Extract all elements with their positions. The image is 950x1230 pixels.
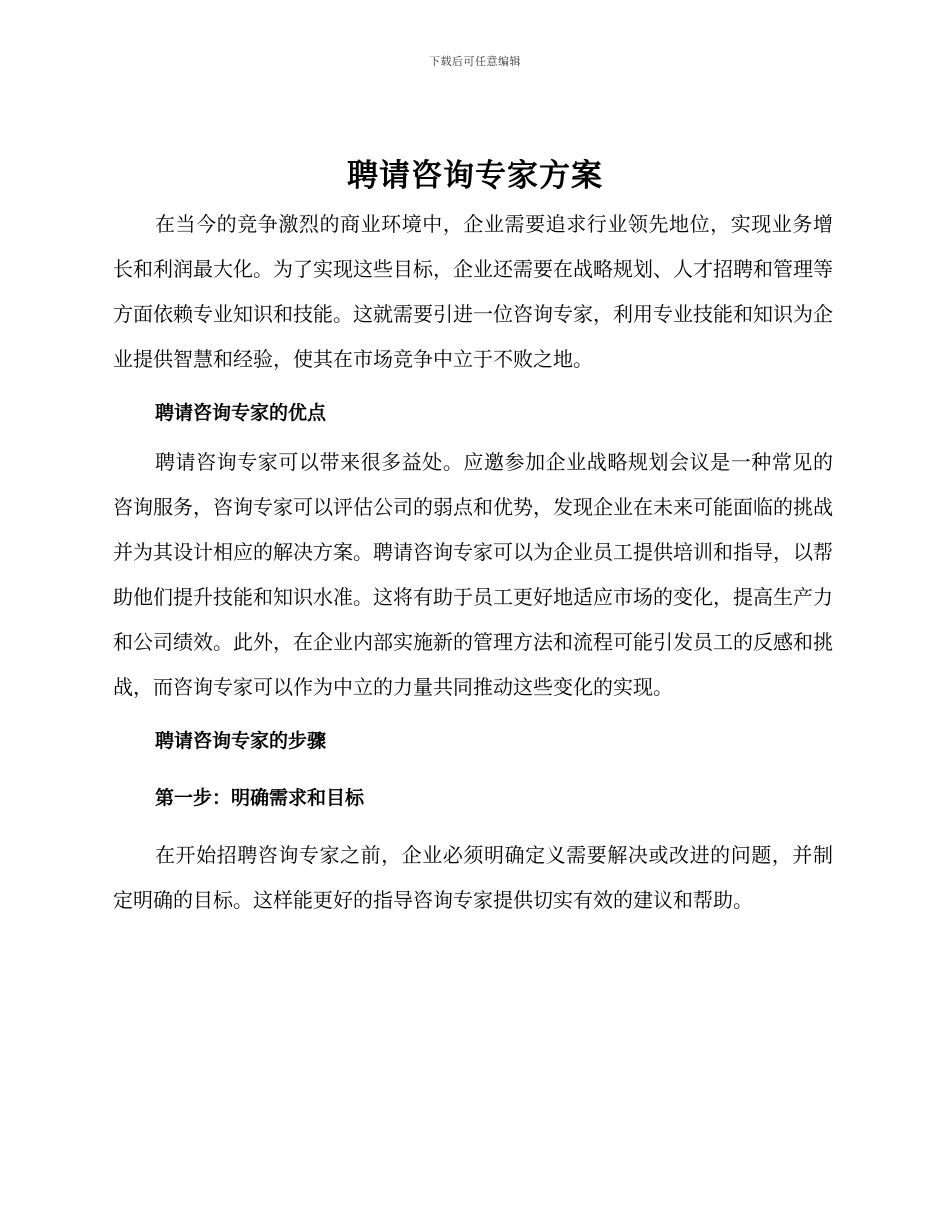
document-body	[113, 202, 833, 923]
advantages-heading: 聘请咨询专家的优点	[155, 402, 327, 424]
header-note: 下载后可任意编辑	[429, 55, 521, 68]
step1-heading: 第一步：明确需求和目标	[155, 787, 365, 809]
advantages-paragraph: 聘请咨询专家可以带来很多益处。应邀参加企业战略规划会议是一种常见的咨询服务，咨询专家可以评估公司的弱点和优势，发现企业在未来可能面临的挑战并为其设计相应的解决方案。聘请咨询专家可以为企业员工提供培训和指导，以帮助他们提升技能和知识水准。这将有助于员工更好地适应市场的变化，提高生产力和公司绩效。此外，在企业内部实施新的管理方法和流程可能引发员工的反感和挑战，而咨询专家可以作为中立的力量共同推动这些变化的实现。	[113, 450, 833, 699]
steps-heading: 聘请咨询专家的步骤	[155, 730, 327, 752]
step1-paragraph: 在开始招聘咨询专家之前，企业必须明确定义需要解决或改进的问题，并制定明确的目标。这样能更好的指导咨询专家提供切实有效的建议和帮助。	[113, 843, 833, 912]
document-title: 聘请咨询专家方案	[347, 158, 603, 194]
intro-paragraph: 在当今的竞争激烈的商业环境中，企业需要追求行业领先地位，实现业务增长和利润最大化。为了实现这些目标，企业还需要在战略规划、人才招聘和管理等方面依赖专业知识和技能。这就需要引进一位咨询专家，利用专业技能和知识为企业提供智慧和经验，使其在市场竞争中立于不败之地。	[113, 212, 833, 371]
